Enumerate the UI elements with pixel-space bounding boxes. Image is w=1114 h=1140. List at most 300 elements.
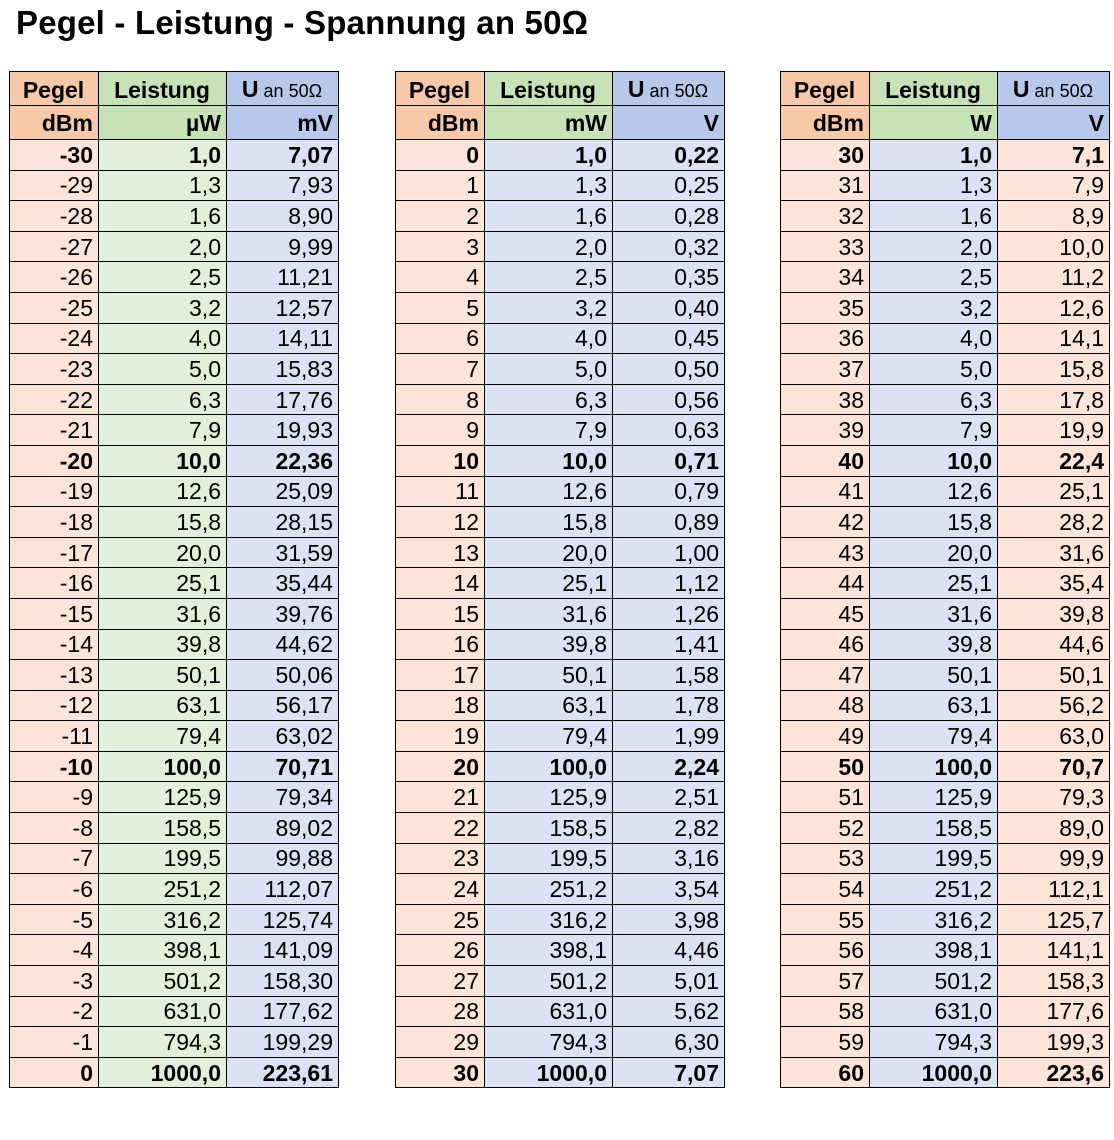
cell-leistung: 20,0 (870, 537, 998, 568)
cell-leistung: 10,0 (99, 445, 227, 476)
cell-leistung: 251,2 (485, 874, 613, 905)
cell-pegel: -21 (10, 415, 99, 446)
cell-leistung: 4,0 (870, 323, 998, 354)
cell-pegel: 49 (781, 721, 870, 752)
cell-pegel: -13 (10, 660, 99, 691)
table-row (781, 354, 1110, 385)
cell-leistung: 2,5 (870, 262, 998, 293)
cell-pegel: 48 (781, 690, 870, 721)
cell-leistung: 12,6 (485, 476, 613, 507)
cell-pegel: 33 (781, 231, 870, 262)
cell-pegel: -11 (10, 721, 99, 752)
cell-leistung: 39,8 (99, 629, 227, 660)
cell-leistung: 79,4 (99, 721, 227, 752)
cell-u: 0,40 (613, 292, 725, 323)
cell-u: 2,51 (613, 782, 725, 813)
table-row (10, 354, 339, 385)
cell-leistung: 2,5 (99, 262, 227, 293)
table-row (781, 690, 1110, 721)
cell-leistung: 199,5 (870, 843, 998, 874)
cell-leistung: 6,3 (99, 384, 227, 415)
cell-leistung: 2,0 (485, 231, 613, 262)
cell-pegel: -22 (10, 384, 99, 415)
table-row (781, 904, 1110, 935)
cell-pegel: 25 (396, 904, 485, 935)
table-row (10, 262, 339, 293)
table-row (396, 598, 725, 629)
cell-u: 0,50 (613, 354, 725, 385)
cell-pegel: 58 (781, 996, 870, 1027)
cell-pegel: 40 (781, 445, 870, 476)
cell-u: 1,12 (613, 568, 725, 599)
table-row (10, 1057, 339, 1088)
cell-pegel: -20 (10, 445, 99, 476)
cell-pegel: -16 (10, 568, 99, 599)
table-row (10, 721, 339, 752)
table-row (396, 996, 725, 1027)
cell-pegel: 5 (396, 292, 485, 323)
cell-pegel: 17 (396, 660, 485, 691)
cell-leistung: 2,5 (485, 262, 613, 293)
table-row (396, 445, 725, 476)
cell-u: 89,02 (227, 813, 339, 844)
cell-u: 89,0 (998, 813, 1110, 844)
table-row (10, 170, 339, 201)
cell-pegel: 11 (396, 476, 485, 507)
cell-pegel: 20 (396, 751, 485, 782)
cell-u: 10,0 (998, 231, 1110, 262)
cell-leistung: 199,5 (99, 843, 227, 874)
table-body (10, 72, 339, 1088)
cell-u: 11,2 (998, 262, 1110, 293)
cell-pegel: -25 (10, 292, 99, 323)
cell-leistung: 5,0 (485, 354, 613, 385)
table-row (396, 170, 725, 201)
cell-u: 6,30 (613, 1027, 725, 1058)
cell-u: 44,6 (998, 629, 1110, 660)
cell-u: 22,36 (227, 445, 339, 476)
cell-leistung: 31,6 (870, 598, 998, 629)
table-row (781, 507, 1110, 538)
cell-u: 0,56 (613, 384, 725, 415)
cell-u: 112,07 (227, 874, 339, 905)
cell-pegel: 41 (781, 476, 870, 507)
cell-u: 5,62 (613, 996, 725, 1027)
cell-leistung: 20,0 (99, 537, 227, 568)
cell-u: 99,88 (227, 843, 339, 874)
table-row (781, 292, 1110, 323)
unit-leistung: µW (99, 106, 227, 140)
header-spannung-label: an 50Ω (644, 80, 709, 101)
cell-leistung: 794,3 (99, 1027, 227, 1058)
cell-u: 0,63 (613, 415, 725, 446)
table-row (781, 537, 1110, 568)
cell-u: 63,02 (227, 721, 339, 752)
cell-u: 3,54 (613, 874, 725, 905)
table-row (781, 415, 1110, 446)
cell-leistung: 100,0 (870, 751, 998, 782)
unit-u: mV (227, 106, 339, 140)
cell-u: 35,44 (227, 568, 339, 599)
table-body (396, 72, 725, 1088)
table-row (10, 568, 339, 599)
cell-u: 56,2 (998, 690, 1110, 721)
header-pegel: Pegel (10, 72, 99, 106)
cell-leistung: 158,5 (485, 813, 613, 844)
cell-u: 3,98 (613, 904, 725, 935)
table-row (781, 445, 1110, 476)
cell-pegel: -28 (10, 201, 99, 232)
table-row (10, 384, 339, 415)
table-row (396, 262, 725, 293)
cell-leistung: 398,1 (870, 935, 998, 966)
cell-leistung: 79,4 (870, 721, 998, 752)
cell-pegel: 22 (396, 813, 485, 844)
cell-leistung: 501,2 (99, 966, 227, 997)
cell-u: 31,59 (227, 537, 339, 568)
table-row (781, 629, 1110, 660)
cell-u: 177,6 (998, 996, 1110, 1027)
unit-row (396, 106, 725, 140)
table-dbm-milliwatt (395, 71, 725, 1088)
cell-u: 158,3 (998, 966, 1110, 997)
table-dbm-microwatt (9, 71, 339, 1088)
cell-u: 12,6 (998, 292, 1110, 323)
table-dbm-watt (780, 71, 1110, 1088)
cell-pegel: 7 (396, 354, 485, 385)
cell-u: 8,9 (998, 201, 1110, 232)
cell-leistung: 125,9 (99, 782, 227, 813)
cell-pegel: 19 (396, 721, 485, 752)
cell-pegel: 59 (781, 1027, 870, 1058)
cell-leistung: 3,2 (485, 292, 613, 323)
table-row (10, 996, 339, 1027)
cell-pegel: 51 (781, 782, 870, 813)
cell-leistung: 15,8 (99, 507, 227, 538)
cell-pegel: -23 (10, 354, 99, 385)
cell-pegel: 12 (396, 507, 485, 538)
table-row (396, 201, 725, 232)
cell-u: 7,07 (227, 140, 339, 171)
table-row (10, 690, 339, 721)
cell-pegel: -26 (10, 262, 99, 293)
header-row (781, 72, 1110, 106)
table-row (781, 996, 1110, 1027)
cell-pegel: 10 (396, 445, 485, 476)
cell-u: 5,01 (613, 966, 725, 997)
unit-leistung: W (870, 106, 998, 140)
cell-pegel: 4 (396, 262, 485, 293)
table-row (10, 935, 339, 966)
cell-leistung: 125,9 (485, 782, 613, 813)
table-row (10, 843, 339, 874)
page-title: Pegel - Leistung - Spannung an 50Ω (16, 4, 589, 41)
header-pegel: Pegel (781, 72, 870, 106)
cell-pegel: 32 (781, 201, 870, 232)
cell-leistung: 15,8 (870, 507, 998, 538)
table-row (396, 140, 725, 171)
cell-pegel: 37 (781, 354, 870, 385)
cell-leistung: 158,5 (99, 813, 227, 844)
cell-u: 223,6 (998, 1057, 1110, 1088)
cell-u: 15,83 (227, 354, 339, 385)
header-leistung: Leistung (99, 72, 227, 106)
cell-leistung: 794,3 (870, 1027, 998, 1058)
table-row (781, 201, 1110, 232)
table-row (781, 874, 1110, 905)
table-row (781, 170, 1110, 201)
cell-leistung: 125,9 (870, 782, 998, 813)
cell-pegel: 8 (396, 384, 485, 415)
cell-u: 1,78 (613, 690, 725, 721)
cell-leistung: 7,9 (870, 415, 998, 446)
cell-leistung: 31,6 (485, 598, 613, 629)
cell-u: 223,61 (227, 1057, 339, 1088)
cell-pegel: 29 (396, 1027, 485, 1058)
table-row (781, 721, 1110, 752)
table-row (781, 476, 1110, 507)
cell-leistung: 2,0 (99, 231, 227, 262)
cell-pegel: 55 (781, 904, 870, 935)
header-spannung (998, 72, 1110, 106)
table-row (10, 445, 339, 476)
cell-pegel: 13 (396, 537, 485, 568)
unit-u: V (613, 106, 725, 140)
cell-pegel: 43 (781, 537, 870, 568)
cell-leistung: 1,3 (99, 170, 227, 201)
cell-leistung: 6,3 (485, 384, 613, 415)
cell-u: 125,7 (998, 904, 1110, 935)
cell-pegel: 39 (781, 415, 870, 446)
cell-leistung: 20,0 (485, 537, 613, 568)
cell-u: 0,71 (613, 445, 725, 476)
cell-u: 12,57 (227, 292, 339, 323)
cell-pegel: 14 (396, 568, 485, 599)
cell-pegel: -3 (10, 966, 99, 997)
table-row (10, 476, 339, 507)
cell-u: 99,9 (998, 843, 1110, 874)
cell-leistung: 631,0 (99, 996, 227, 1027)
table-row (781, 935, 1110, 966)
cell-pegel: 3 (396, 231, 485, 262)
cell-pegel: -12 (10, 690, 99, 721)
cell-leistung: 199,5 (485, 843, 613, 874)
table-row (396, 476, 725, 507)
table-row (396, 966, 725, 997)
cell-u: 0,89 (613, 507, 725, 538)
table-row (396, 231, 725, 262)
table-row (781, 231, 1110, 262)
table-row (396, 690, 725, 721)
cell-u: 1,58 (613, 660, 725, 691)
table-row (10, 813, 339, 844)
cell-pegel: 16 (396, 629, 485, 660)
cell-leistung: 501,2 (485, 966, 613, 997)
cell-u: 11,21 (227, 262, 339, 293)
header-spannung-symbol: U (1012, 75, 1030, 102)
table-row (396, 1057, 725, 1088)
cell-pegel: 36 (781, 323, 870, 354)
table-row (396, 354, 725, 385)
cell-leistung: 631,0 (485, 996, 613, 1027)
cell-pegel: -1 (10, 1027, 99, 1058)
cell-u: 25,1 (998, 476, 1110, 507)
table-row (10, 415, 339, 446)
cell-u: 2,24 (613, 751, 725, 782)
cell-pegel: 35 (781, 292, 870, 323)
cell-leistung: 63,1 (870, 690, 998, 721)
cell-leistung: 1,3 (870, 170, 998, 201)
cell-pegel: 46 (781, 629, 870, 660)
cell-pegel: 42 (781, 507, 870, 538)
cell-u: 1,41 (613, 629, 725, 660)
cell-leistung: 31,6 (99, 598, 227, 629)
cell-pegel: 24 (396, 874, 485, 905)
cell-pegel: -19 (10, 476, 99, 507)
table-row (10, 292, 339, 323)
cell-u: 1,00 (613, 537, 725, 568)
table-row (10, 231, 339, 262)
table-row (10, 782, 339, 813)
cell-pegel: 26 (396, 935, 485, 966)
cell-leistung: 1,0 (99, 140, 227, 171)
cell-leistung: 10,0 (870, 445, 998, 476)
header-row (396, 72, 725, 106)
cell-leistung: 1,0 (485, 140, 613, 171)
cell-pegel: 30 (781, 140, 870, 171)
cell-u: 0,25 (613, 170, 725, 201)
table-row (781, 843, 1110, 874)
cell-leistung: 5,0 (870, 354, 998, 385)
table-row (396, 415, 725, 446)
table-row (396, 904, 725, 935)
header-spannung-symbol: U (627, 75, 645, 102)
cell-u: 7,9 (998, 170, 1110, 201)
cell-pegel: -18 (10, 507, 99, 538)
cell-leistung: 631,0 (870, 996, 998, 1027)
header-row (10, 72, 339, 106)
table-row (10, 1027, 339, 1058)
table-row (781, 598, 1110, 629)
table-row (781, 140, 1110, 171)
cell-pegel: -7 (10, 843, 99, 874)
cell-pegel: -29 (10, 170, 99, 201)
cell-u: 35,4 (998, 568, 1110, 599)
table-row (396, 1027, 725, 1058)
cell-u: 39,8 (998, 598, 1110, 629)
table-row (396, 292, 725, 323)
table-row (781, 751, 1110, 782)
table-row (10, 507, 339, 538)
cell-leistung: 25,1 (485, 568, 613, 599)
cell-u: 19,93 (227, 415, 339, 446)
cell-u: 141,09 (227, 935, 339, 966)
cell-pegel: 57 (781, 966, 870, 997)
cell-u: 31,6 (998, 537, 1110, 568)
cell-pegel: 9 (396, 415, 485, 446)
cell-leistung: 501,2 (870, 966, 998, 997)
cell-pegel: -30 (10, 140, 99, 171)
cell-pegel: -9 (10, 782, 99, 813)
cell-u: 70,7 (998, 751, 1110, 782)
cell-leistung: 4,0 (485, 323, 613, 354)
cell-leistung: 63,1 (99, 690, 227, 721)
cell-pegel: 60 (781, 1057, 870, 1088)
cell-u: 50,1 (998, 660, 1110, 691)
cell-u: 8,90 (227, 201, 339, 232)
cell-leistung: 6,3 (870, 384, 998, 415)
cell-pegel: -17 (10, 537, 99, 568)
cell-u: 0,32 (613, 231, 725, 262)
cell-u: 3,16 (613, 843, 725, 874)
table-row (396, 721, 725, 752)
table-row (396, 843, 725, 874)
header-spannung-symbol: U (241, 75, 259, 102)
cell-pegel: 44 (781, 568, 870, 599)
table-row (396, 874, 725, 905)
cell-pegel: 45 (781, 598, 870, 629)
cell-pegel: -14 (10, 629, 99, 660)
header-spannung-label: an 50Ω (258, 80, 323, 101)
cell-leistung: 1,6 (870, 201, 998, 232)
cell-leistung: 1000,0 (870, 1057, 998, 1088)
cell-leistung: 316,2 (870, 904, 998, 935)
cell-leistung: 7,9 (485, 415, 613, 446)
cell-leistung: 50,1 (870, 660, 998, 691)
cell-pegel: -2 (10, 996, 99, 1027)
cell-u: 14,11 (227, 323, 339, 354)
cell-leistung: 794,3 (485, 1027, 613, 1058)
cell-leistung: 39,8 (870, 629, 998, 660)
cell-u: 70,71 (227, 751, 339, 782)
cell-pegel: 31 (781, 170, 870, 201)
cell-u: 9,99 (227, 231, 339, 262)
cell-leistung: 251,2 (870, 874, 998, 905)
cell-u: 0,22 (613, 140, 725, 171)
table-row (781, 966, 1110, 997)
cell-pegel: 34 (781, 262, 870, 293)
cell-leistung: 50,1 (99, 660, 227, 691)
cell-leistung: 251,2 (99, 874, 227, 905)
cell-u: 14,1 (998, 323, 1110, 354)
table-row (781, 262, 1110, 293)
table-row (10, 201, 339, 232)
table-row (396, 323, 725, 354)
table-row (781, 323, 1110, 354)
cell-u: 79,34 (227, 782, 339, 813)
cell-pegel: -5 (10, 904, 99, 935)
cell-u: 0,28 (613, 201, 725, 232)
table-row (10, 904, 339, 935)
header-pegel: Pegel (396, 72, 485, 106)
cell-pegel: 53 (781, 843, 870, 874)
cell-pegel: -6 (10, 874, 99, 905)
table-row (781, 660, 1110, 691)
table-row (781, 384, 1110, 415)
cell-u: 15,8 (998, 354, 1110, 385)
unit-row (10, 106, 339, 140)
cell-pegel: -10 (10, 751, 99, 782)
table-row (781, 1057, 1110, 1088)
table-row (396, 568, 725, 599)
cell-leistung: 63,1 (485, 690, 613, 721)
cell-u: 7,07 (613, 1057, 725, 1088)
table-row (10, 966, 339, 997)
cell-pegel: 0 (10, 1057, 99, 1088)
cell-leistung: 2,0 (870, 231, 998, 262)
cell-leistung: 316,2 (485, 904, 613, 935)
cell-leistung: 50,1 (485, 660, 613, 691)
